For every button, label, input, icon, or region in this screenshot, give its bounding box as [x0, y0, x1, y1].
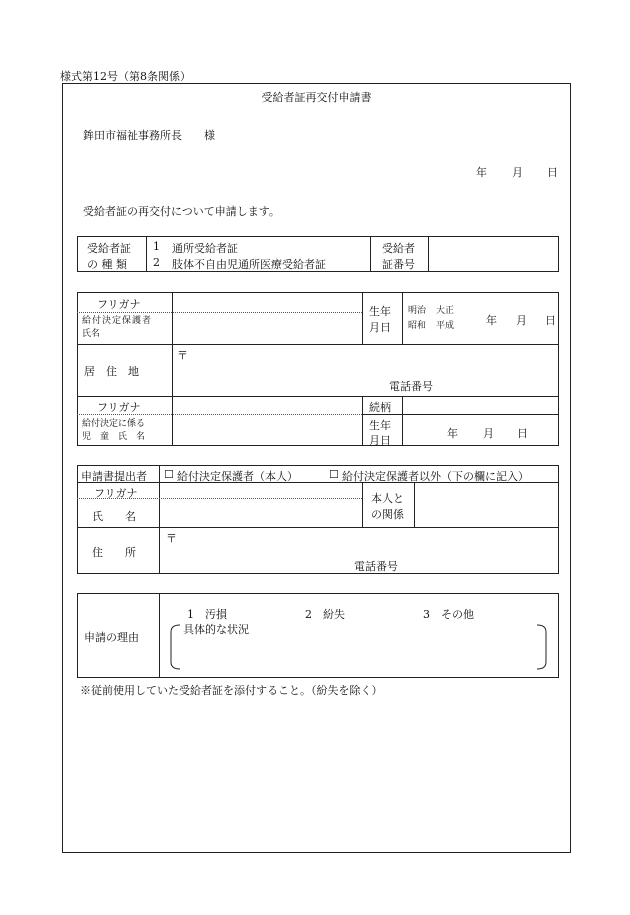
child-birth-year[interactable]: 年 [447, 427, 458, 440]
phone-label: 電話番号 [389, 380, 433, 393]
birth-year[interactable]: 年 [486, 314, 497, 327]
card-option-2-text[interactable]: 肢体不自由児通所医療受給者証 [172, 258, 326, 271]
guardian-name-label: 給付決定保護者 [82, 316, 153, 326]
divider [146, 236, 147, 272]
child-furigana-label: フリガナ [97, 401, 141, 414]
checkbox-other-icon[interactable]: ☐ [329, 468, 339, 481]
submitter-relation-label-2: の関係 [371, 508, 404, 521]
divider [77, 344, 559, 345]
birth-date-label-2: 月日 [369, 321, 391, 334]
era-showa[interactable]: 昭和 [408, 321, 427, 331]
addressee: 鉾田市福祉事務所長 様 [83, 129, 215, 142]
submitter-address-label: 住 所 [92, 546, 136, 559]
postal-mark-icon: 〒 [177, 349, 188, 362]
divider [428, 236, 429, 272]
details-field[interactable] [184, 634, 534, 668]
card-number-field[interactable] [430, 238, 556, 270]
card-type-label: 受給者証 [87, 242, 131, 255]
address-field[interactable] [190, 346, 556, 376]
details-label: 具体的な状況 [183, 623, 249, 636]
divider [77, 527, 559, 528]
reason-option-other[interactable]: 3 その他 [423, 608, 474, 621]
date-day[interactable]: 日 [547, 166, 558, 179]
child-birth-label-2: 月日 [369, 434, 391, 447]
divider [402, 396, 403, 446]
era-heisei[interactable]: 平成 [436, 321, 455, 331]
submitter-furigana-label: フリガナ [94, 487, 138, 500]
child-birth-label: 生年 [369, 419, 391, 432]
era-meiji[interactable]: 明治 [408, 306, 427, 316]
intro-text: 受給者証の再交付について申請します。 [83, 205, 280, 218]
submitter-relation-label: 本人と [371, 492, 404, 505]
child-name-field[interactable] [174, 416, 360, 445]
era-taisho[interactable]: 大正 [436, 306, 455, 316]
divider [362, 414, 559, 415]
child-name-label: 給付決定に係る [82, 419, 146, 429]
address-label: 居 住 地 [84, 365, 139, 378]
form-number: 様式第12号（第8条関係） [60, 70, 191, 83]
child-name-label-2: 児 童 氏 名 [82, 432, 146, 442]
form-title: 受給者証再交付申請書 [261, 91, 372, 104]
divider [362, 292, 363, 344]
submitter-furigana-field[interactable] [161, 484, 360, 497]
left-bracket-icon [168, 624, 182, 670]
birth-day[interactable]: 日 [545, 314, 556, 327]
divider [362, 396, 363, 446]
dotted-divider [77, 312, 362, 313]
postal-mark-icon: 〒 [166, 532, 177, 545]
reason-option-soiled[interactable]: 1 汚損 [187, 608, 227, 621]
card-type-label-2: の 種 類 [87, 258, 127, 271]
guardian-furigana-field[interactable] [174, 294, 360, 311]
submitter-name-label: 氏 名 [92, 510, 136, 523]
reason-label: 申請の理由 [84, 631, 139, 644]
child-birth-month[interactable]: 月 [483, 427, 494, 440]
option-other-label: 給付決定保護者以外（下の欄に記入） [342, 470, 529, 483]
child-furigana-field[interactable] [174, 398, 360, 413]
relation-field[interactable] [404, 398, 557, 413]
birth-month[interactable]: 月 [516, 314, 527, 327]
card-number-label-2: 証番号 [382, 258, 415, 271]
divider [159, 593, 160, 678]
guardian-name-label-2: 氏名 [82, 329, 101, 339]
submitter-label: 申請書提出者 [81, 470, 147, 483]
option-self-label: 給付決定保護者（本人） [177, 470, 298, 483]
divider [370, 236, 371, 272]
divider [172, 292, 173, 446]
guardian-name-field[interactable] [174, 314, 360, 343]
checkbox-self-icon[interactable]: ☐ [164, 468, 174, 481]
furigana-label: フリガナ [97, 298, 141, 311]
submitter-address-field[interactable] [178, 530, 556, 556]
birth-date-label: 生年 [369, 305, 391, 318]
reason-option-lost[interactable]: 2 紛失 [305, 608, 345, 621]
submitter-relation-field[interactable] [416, 484, 556, 526]
right-bracket-icon [535, 624, 549, 670]
card-number-label: 受給者 [382, 242, 415, 255]
relation-label: 続柄 [369, 401, 391, 414]
child-birth-day[interactable]: 日 [517, 427, 528, 440]
submitter-name-field[interactable] [161, 500, 360, 526]
date-year[interactable]: 年 [476, 166, 487, 179]
card-option-1-text[interactable]: 通所受給者証 [172, 242, 238, 255]
divider [77, 396, 559, 397]
divider [362, 482, 363, 527]
card-option-1-num[interactable]: 1 [153, 240, 160, 253]
divider [159, 465, 160, 574]
divider [402, 292, 403, 344]
submitter-phone-label: 電話番号 [354, 560, 398, 573]
divider [414, 482, 415, 527]
card-option-2-num[interactable]: 2 [153, 256, 160, 269]
attachment-note: ※従前使用していた受給者証を添付すること。（紛失を除く） [80, 684, 383, 697]
date-month[interactable]: 月 [512, 166, 523, 179]
